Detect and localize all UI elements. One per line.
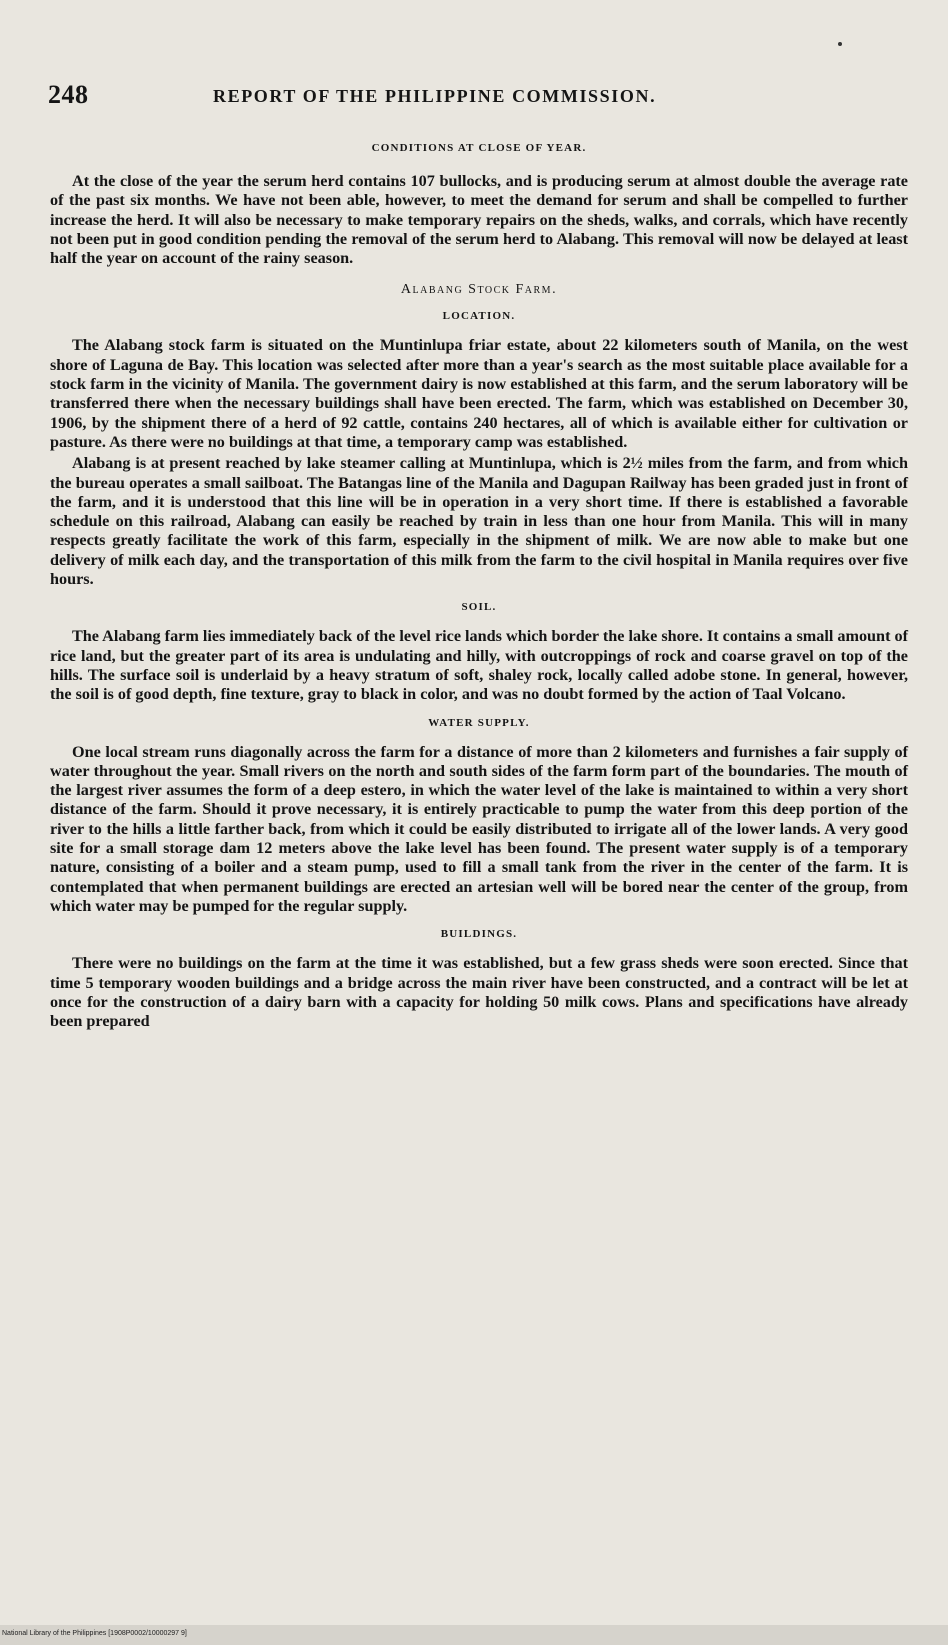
heading-alabang-stock-farm: Alabang Stock Farm. [400,282,558,298]
heading-soil: SOIL. [461,601,497,614]
heading-water-supply: WATER SUPPLY. [428,716,530,729]
running-head [48,80,908,112]
scan-credit: National Library of the Philippines [1908P0002/10000297 9] [2,1630,187,1637]
heading-conditions: CONDITIONS AT CLOSE OF YEAR. [371,142,587,154]
running-title: REPORT OF THE PHILIPPINE COMMISSION. [213,86,657,106]
paragraph-location-2: Alabang is at present reached by lake steamer calling at Muntinlupa, which is 2½ miles from the farm, and from which the bureau operates a small sailboat. The Batangas line of the Manila and Dagupan Railway has been graded just in front of the farm, and it is understood that this line will be in operation in a very short time. If there is established a favorable schedule on this railroad, Alabang can easily be reached by train in less than one hour from Manila. This will in many respects greatly facilitate the work of this farm, especially in the shipment of milk. We are now able to make but one delivery of milk each day, and the transportation of this milk from the farm to the civil hospital in Manila requires over five hours. [50,454,908,589]
paragraph-soil: The Alabang farm lies immediately back of the level rice lands which border the lake shore. It contains a small amount of rice land, but the greater part of its area is undulating and hilly, with outcroppings of rock and coarse gravel on top of the hills. The surface soil is underlaid by a heavy stratum of soft, shaley rock, locally called adobe stone. In general, however, the soil is of good depth, fine texture, gray to black in color, and was no doubt formed by the action of Taal Volcano. [50,627,908,704]
paragraph-buildings: There were no buildings on the farm at the time it was established, but a few grass sheds were soon erected. Since that time 5 temporary wooden buildings and a bridge across the main river have been constructed, and a contract will be let at once for the construction of a dairy barn with a capacity for holding 50 milk cows. Plans and specifications have already been prepared [50,954,908,1031]
heading-location: LOCATION. [442,310,516,323]
page-body [50,128,908,1033]
ink-spot [838,42,842,46]
paragraph-water-supply: One local stream runs diagonally across the farm for a distance of more than 2 kilometers and furnishes a fair supply of water throughout the year. Small rivers on the north and south sides of the farm form part of the boundaries. The mouth of the largest river assumes the form of a deep estero, in which the water level of the lake is maintained to within a very short distance of the farm. Should it prove necessary, it is entirely practicable to pump the water from this deep portion of the river to the hills a little farther back, from which it could be easily distributed to irrigate all of the lower lands. A very good site for a small storage dam 12 meters above the lake level has been found. The present water supply is of a temporary nature, consisting of a boiler and a steam pump, used to fill a small tank from the river in the center of the farm. It is contemplated that when permanent buildings are erected an artesian well will be bored near the center of the group, from which water may be pumped for the regular supply. [50,742,908,915]
paragraph-conditions: At the close of the year the serum herd contains 107 bullocks, and is producing serum at almost double the average rate of the past six months. We have not been able, however, to meet the demand for serum and shall be compelled to further increase the herd. It will also be necessary to make temporary repairs on the sheds, walks, and corrals, which have recently not been put in good condition pending the removal of the serum herd to Alabang. This removal will now be delayed at least half the year on account of the rainy season. [50,172,908,268]
page-number: 248 [48,80,89,109]
paragraph-location-1: The Alabang stock farm is situated on the Muntinlupa friar estate, about 22 kilometers south of Manila, on the west shore of Laguna de Bay. This location was selected after more than a year's search as the most suitable place available for a stock farm in the vicinity of Manila. The government dairy is now established at this farm, and the serum laboratory will be transferred there when the necessary buildings shall have been erected. The farm, which was established on December 30, 1906, by the shipment there of a herd of 92 cattle, contains 240 hectares, all of which is available either for cultivation or pasture. As there were no buildings at that time, a temporary camp was established. [50,336,908,451]
heading-buildings: BUILDINGS. [440,928,518,941]
